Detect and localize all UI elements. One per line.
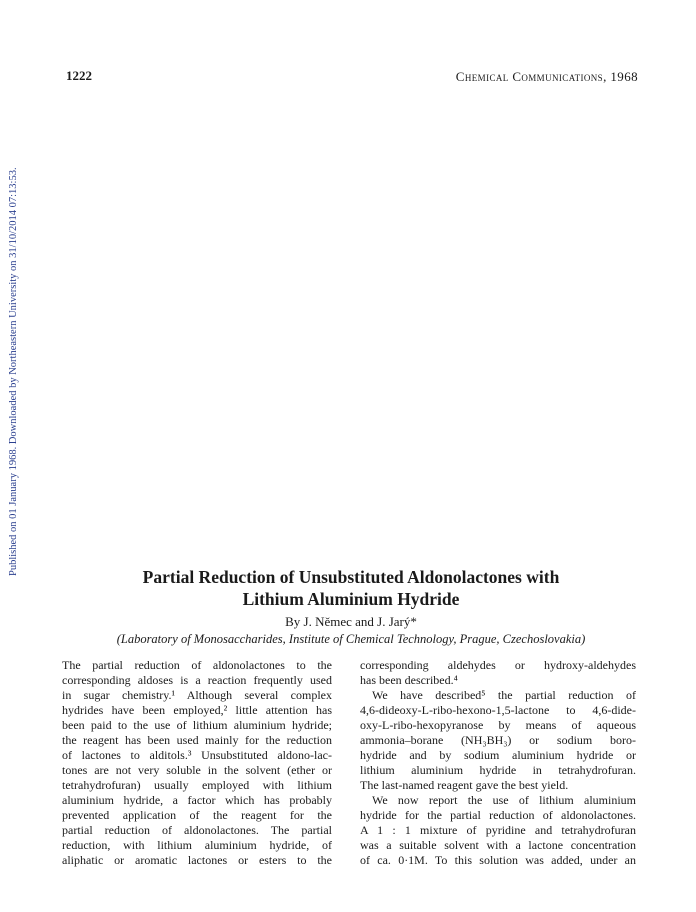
left-line: The partial reduction of aldonolactones to the: [62, 658, 332, 672]
affiliation: (Laboratory of Monosaccharides, Institute of Chemical Technology, Prague, Czechoslovakia): [116, 632, 586, 646]
running-head: Chemical Communications, 1968: [455, 69, 638, 84]
right-line: ammonia–borane (NH₃BH₃) or sodium boro-: [360, 733, 636, 747]
byline: By J. Němec and J. Jarý*: [285, 614, 417, 629]
left-line: hydrides have been employed,² little attention has: [62, 703, 332, 717]
right-line: of ca. 0·1M. To this solution was added, under an: [360, 853, 636, 867]
right-line: was a suitable solvent with a lactone concentration: [360, 838, 636, 852]
title-line-2: Lithium Aluminium Hydride: [242, 589, 460, 609]
right-line: 4,6-dideoxy-L-ribo-hexono-1,5-lactone to 4,6-dide-: [360, 703, 636, 717]
right-line: hydride and by sodium aluminium hydride or: [360, 748, 636, 762]
page-number: 1222: [66, 68, 92, 83]
publication-margin-note[interactable]: Published on 01 January 1968. Downloaded by Northeastern University on 31/10/2014 07:13:53.: [8, 167, 19, 576]
left-line: in sugar chemistry.¹ Although several complex: [62, 688, 332, 702]
left-line: tetrahydrofuran) usually employed with lithium: [62, 778, 332, 792]
left-line: prevented application of the reagent for the: [62, 808, 332, 822]
right-line: corresponding aldehydes or hydroxy-aldehydes: [360, 658, 636, 672]
left-column: [62, 658, 332, 868]
left-line: reduction, with lithium aluminium hydride, of: [62, 838, 332, 852]
left-line: the reagent has been used mainly for the reduction: [62, 733, 332, 747]
right-line: lithium aluminium hydride in tetrahydrofuran.: [360, 763, 636, 777]
left-line: aluminium hydride, a factor which has probably: [62, 793, 332, 807]
left-line: corresponding aldoses is a reaction frequently used: [62, 673, 332, 687]
right-line: oxy-L-ribo-hexopyranose by means of aqueous: [360, 718, 636, 732]
right-column: [360, 658, 636, 868]
left-line: aliphatic or aromatic lactones or esters to the: [62, 853, 332, 867]
article-title: [64, 566, 638, 610]
right-line: We have described⁵ the partial reduction of: [372, 688, 636, 702]
right-line: hydride for the partial reduction of aldonolactones.: [360, 808, 636, 822]
title-line-1: Partial Reduction of Unsubstituted Aldonolactones with: [142, 567, 560, 587]
right-line: A 1 : 1 mixture of pyridine and tetrahydrofuran: [360, 823, 636, 837]
left-line: of lactones to alditols.³ Unsubstituted aldono-lac-: [62, 748, 332, 762]
right-line: has been described.⁴: [360, 673, 458, 687]
left-line: been paid to the use of lithium aluminium hydride;: [62, 718, 332, 732]
right-line: The last-named reagent gave the best yield.: [360, 778, 569, 792]
right-line: We now report the use of lithium aluminium: [372, 793, 636, 807]
left-line: partial reduction of aldonolactones. The partial: [62, 823, 332, 837]
left-line: tones are not very soluble in the solvent (ether or: [62, 763, 332, 777]
